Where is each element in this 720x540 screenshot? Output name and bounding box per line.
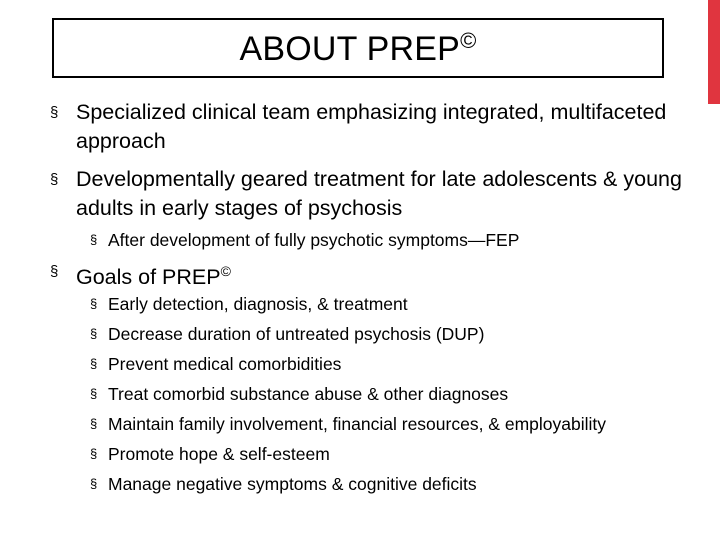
sub-bullet-item <box>90 292 700 316</box>
sub-bullet-item <box>90 412 700 436</box>
bullet-marker: § <box>50 171 59 188</box>
bullet-item <box>50 257 690 292</box>
sub-bullet-text: Early detection, diagnosis, & treatment <box>108 294 408 314</box>
title-copyright-mark: © <box>460 28 477 53</box>
sub-bullet-text: Decrease duration of untreated psychosis (DUP) <box>108 324 485 344</box>
bullet-text: Developmentally geared treatment for late adolescents & young adults in early stages of psychosis <box>76 167 682 220</box>
sub-bullet-text: Treat comorbid substance abuse & other diagnoses <box>108 384 509 404</box>
sub-bullet-item <box>90 382 700 406</box>
sub-bullet-item <box>90 322 700 346</box>
sub-bullet-marker: § <box>90 326 98 341</box>
sub-bullet-text: Prevent medical comorbidities <box>108 354 342 374</box>
sub-bullet-item <box>90 472 700 496</box>
bullet-text: Goals of PREP© <box>76 263 231 289</box>
sub-bullet-text: Maintain family involvement, financial resources, & employability <box>108 414 606 434</box>
sub-bullet-text: Promote hope & self-esteem <box>108 444 330 464</box>
accent-bar <box>708 0 720 104</box>
bullet-marker: § <box>50 104 59 121</box>
sub-bullet-text: Manage negative symptoms & cognitive deficits <box>108 474 477 494</box>
sub-bullet-marker: § <box>90 476 98 491</box>
sub-bullet-marker: § <box>90 416 98 431</box>
sub-bullet-item <box>90 352 700 376</box>
bullet-item <box>50 98 690 156</box>
sub-bullet-item <box>90 228 700 252</box>
sub-bullet-text: After development of fully psychotic symptoms—FEP <box>108 230 520 250</box>
bullet-item <box>50 165 690 223</box>
title-box <box>52 18 664 78</box>
goals-copyright-mark: © <box>220 263 231 279</box>
bullet-text: Specialized clinical team emphasizing integrated, multifaceted approach <box>76 100 667 153</box>
sub-bullet-marker: § <box>90 232 98 247</box>
sub-bullet-marker: § <box>90 386 98 401</box>
sub-bullet-marker: § <box>90 356 98 371</box>
slide-title: ABOUT PREP© <box>239 28 477 68</box>
sub-bullet-marker: § <box>90 446 98 461</box>
sub-bullet-marker: § <box>90 296 98 311</box>
sub-bullet-item <box>90 442 700 466</box>
bullet-marker: § <box>50 263 59 280</box>
